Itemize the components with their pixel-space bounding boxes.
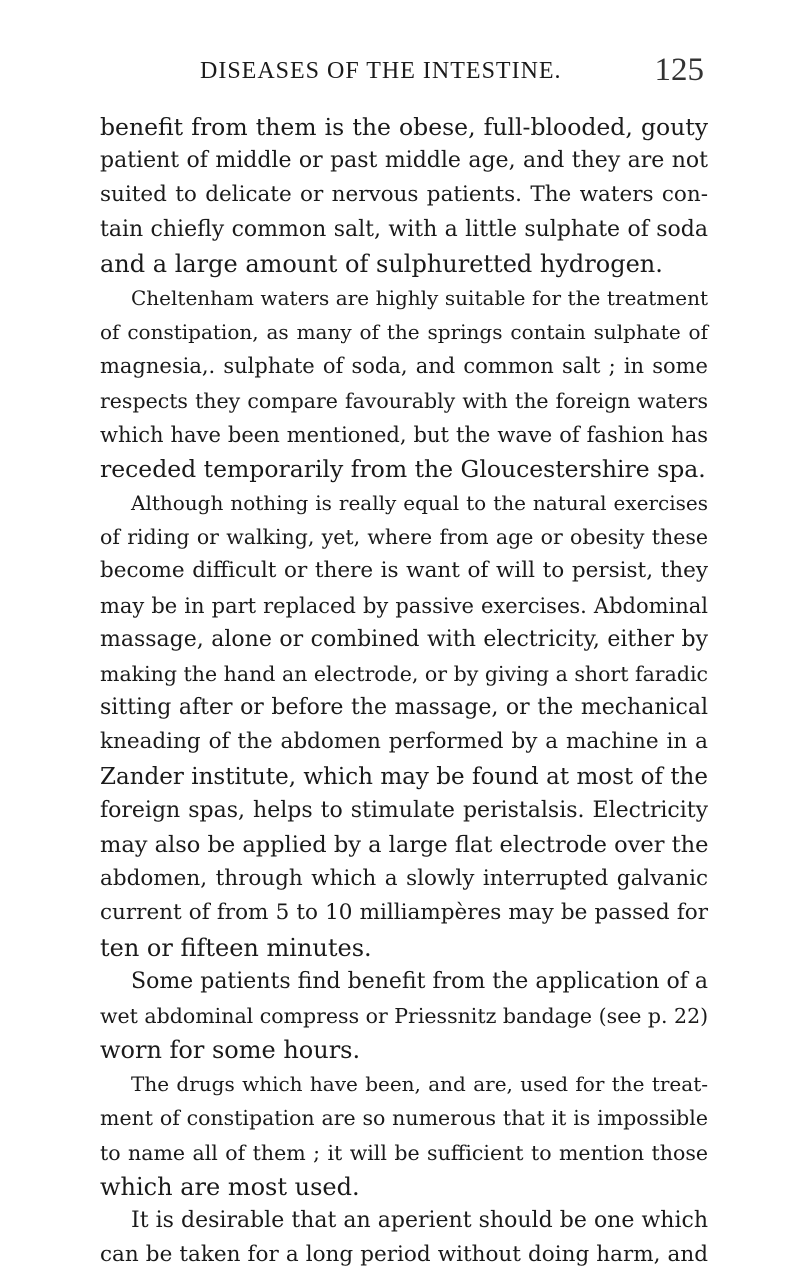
text-line: magnesia,. sulphate of soda, and common salt ; in some [100, 354, 708, 379]
text-line: patient of middle or past middle age, and they are not [100, 148, 708, 174]
text-line: worn for some hours. [100, 1036, 361, 1065]
text-line: may be in part replaced by passive exercises. Abdominal [100, 593, 708, 618]
text-line: abdomen, through which a slowly interrupted galvanic [100, 866, 708, 892]
text-line: Some patients find benefit from the application of a [131, 968, 708, 994]
text-line: kneading of the abdomen performed by a machine in a [100, 729, 708, 755]
text-line: sitting after or before the massage, or the mechanical [100, 695, 708, 721]
text-line: ten or fifteen minutes. [100, 933, 372, 962]
text-line: may also be applied by a large flat electrode over the [100, 831, 709, 858]
page-header [100, 52, 704, 98]
running-head: DISEASES OF THE INTESTINE. [200, 58, 562, 84]
text-line: to name all of them ; it will be sufficient to mention those [100, 1140, 708, 1165]
text-line: foreign spas, helps to stimulate peristalsis. Electricity [100, 797, 708, 823]
text-line: can be taken for a long period without doing harm, and [100, 1242, 708, 1268]
text-line: tain chiefly common salt, with a little sulphate of soda [100, 216, 708, 242]
text-line: making the hand an electrode, or by giving a short faradic [100, 662, 708, 686]
text-line: and a large amount of sulphuretted hydrogen. [100, 249, 663, 278]
text-line: Zander institute, which may be found at most of the [100, 763, 708, 790]
text-line: Although nothing is really equal to the natural exercises [131, 491, 708, 516]
text-line: become difficult or there is want of will to persist, they [100, 558, 708, 584]
text-line: which have been mentioned, but the wave of fashion has [100, 422, 708, 447]
page-number: 125 [654, 52, 704, 88]
text-line: suited to delicate or nervous patients. The waters con- [100, 182, 708, 208]
text-line: current of from 5 to 10 milliampères may be passed for [100, 900, 708, 926]
text-line: wet abdominal compress or Priessnitz bandage (see p. 22) [100, 1003, 709, 1028]
text-line: benefit from them is the obese, full-blooded, gouty [100, 113, 708, 141]
text-line: massage, alone or combined with electricity, either by [100, 626, 708, 652]
text-line: which are most used. [100, 1172, 360, 1201]
body-text [100, 110, 708, 1272]
text-line: of riding or walking, yet, where from age or obesity these [100, 525, 708, 550]
text-line: The drugs which have been, and are, used for the treat- [131, 1072, 708, 1097]
text-line: Cheltenham waters are highly suitable for the treatment [131, 285, 708, 310]
text-line: receded temporarily from the Gloucestershire spa. [100, 454, 706, 483]
text-line: It is desirable that an aperient should be one which [131, 1208, 708, 1233]
text-line: respects they compare favourably with the foreign waters [100, 388, 708, 413]
text-line: of constipation, as many of the springs contain sulphate of [100, 320, 708, 345]
text-line: ment of constipation are so numerous that it is impossible [100, 1106, 708, 1131]
